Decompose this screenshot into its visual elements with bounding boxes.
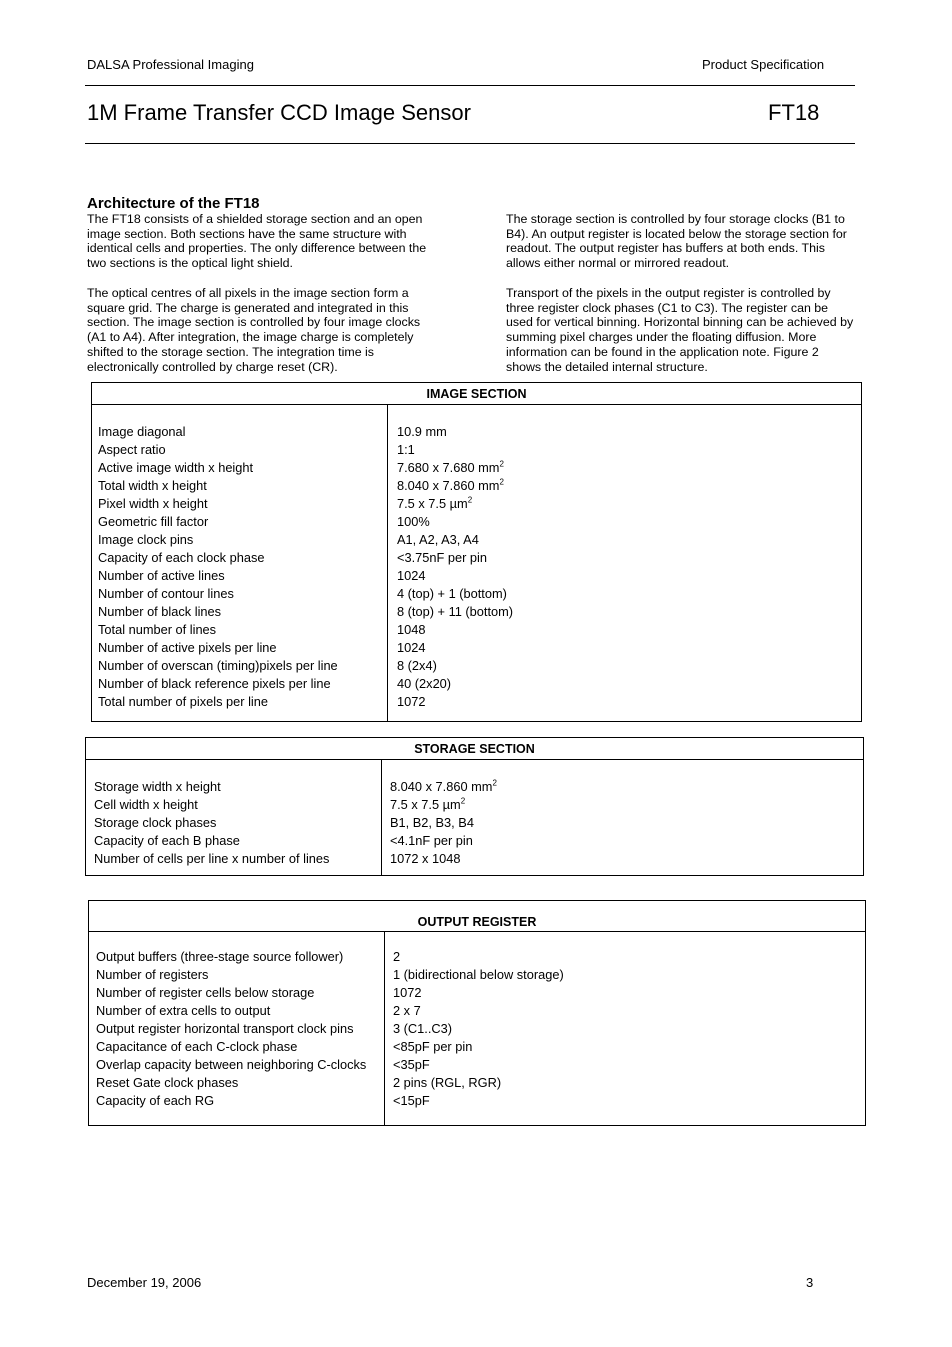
spec-label: Number of register cells below storage [96, 985, 315, 1000]
spec-value: 8 (top) + 11 (bottom) [397, 604, 514, 619]
output-register-values [385, 932, 865, 1110]
spec-value: A1, A2, A3, A4 [397, 532, 479, 547]
spec-value: 1072 x 1048 [390, 851, 461, 866]
image-section-labels [92, 405, 387, 711]
spec-value: 1:1 [397, 442, 415, 457]
image-section-values [388, 405, 861, 711]
spec-label: Pixel width x height [98, 496, 208, 511]
spec-value: 2 [393, 949, 401, 964]
spec-label: Storage width x height [94, 779, 221, 794]
spec-label: Number of black reference pixels per line [98, 676, 331, 691]
image-section-title: IMAGE SECTION [92, 383, 862, 405]
document-type: Product Specification [702, 57, 825, 72]
architecture-right-paragraph-1: The storage section is controlled by four storage clocks (B1 to B4). An output register is located below the storage section for readout. The output register has buffers at both ends. This allows either normal or mirrored readout. [506, 212, 847, 271]
superscript: 2 [492, 778, 497, 788]
spec-value: 7.5 x 7.5 µm$^2$ [390, 796, 466, 812]
spec-label: Aspect ratio [98, 442, 166, 457]
architecture-heading: Architecture of the FT18 [87, 195, 260, 212]
spec-value: <15pF [393, 1093, 430, 1108]
spec-value: 1024 [397, 568, 426, 583]
spec-label: Storage clock phases [94, 815, 217, 830]
storage-section-labels [86, 760, 381, 868]
spec-value: 1072 [393, 985, 422, 1000]
product-code: FT18 [768, 100, 820, 125]
output-register-labels [89, 932, 384, 1110]
document-title: 1M Frame Transfer CCD Image Sensor [87, 100, 471, 125]
spec-label: Number of black lines [98, 604, 222, 619]
spec-value: 10.9 mm [397, 424, 447, 439]
spec-value: 40 (2x20) [397, 676, 452, 691]
spec-label: Capacity of each clock phase [98, 550, 265, 565]
spec-value: 1048 [397, 622, 426, 637]
spec-value: B1, B2, B3, B4 [390, 815, 474, 830]
spec-label: Number of contour lines [98, 586, 234, 601]
spec-value: 8 (2x4) [397, 658, 437, 673]
architecture-left-paragraph-2: The optical centres of all pixels in the image section form a square grid. The charge is generated and integrated in this section. The image section is controlled by four image clocks (A1 to A4). After integration, the image charge is completely shifted to the storage section. The integration time is electronically controlled by charge reset (CR). [87, 286, 421, 374]
footer-date: December 19, 2006 [87, 1275, 202, 1290]
spec-value: 4 (top) + 1 (bottom) [397, 586, 507, 601]
spec-value: 8.040 x 7.860 $mm^2$ [397, 477, 504, 493]
spec-label: Output buffers (three-stage source follower) [96, 949, 344, 964]
spec-value: <35pF [393, 1057, 430, 1072]
architecture-left-paragraph-1: The FT18 consists of a shielded storage section and an open image section. Both sections have the same structure with identical cells and properties. The only difference between the two sections is the optical light shield. [87, 212, 427, 271]
output-register-table [88, 900, 866, 1126]
header-rule-top [85, 85, 855, 86]
spec-label: Number of extra cells to output [96, 1003, 271, 1018]
spec-label: Total width x height [98, 478, 207, 493]
superscript: 2 [499, 477, 504, 487]
spec-label: Overlap capacity between neighboring C-clocks [96, 1057, 367, 1072]
page-number: 3 [806, 1275, 814, 1290]
spec-label: Geometric fill factor [98, 514, 209, 529]
spec-label: Number of active pixels per line [98, 640, 277, 655]
storage-section-values [382, 760, 863, 868]
spec-value: 1 (bidirectional below storage) [393, 967, 564, 982]
spec-label: Number of overscan (timing)pixels per line [98, 658, 338, 673]
spec-value: 8.040 x 7.860 $mm^2$ [390, 778, 497, 794]
superscript: 2 [467, 495, 473, 505]
header-rule-bottom [85, 143, 855, 144]
storage-section-title: STORAGE SECTION [86, 738, 864, 760]
spec-label: Number of active lines [98, 568, 225, 583]
spec-value: 1024 [397, 640, 426, 655]
spec-value: 7.5 x 7.5 µm$^2$ [397, 495, 473, 511]
spec-label: Capacity of each RG [96, 1093, 215, 1108]
spec-value: 2 pins (RGL, RGR) [393, 1075, 502, 1090]
spec-label: Total number of pixels per line [98, 694, 269, 709]
spec-label: Total number of lines [98, 622, 217, 637]
spec-value: 1072 [397, 694, 426, 709]
architecture-right-paragraph-2: Transport of the pixels in the output register is controlled by three register clock phases (C1 to C3). The register can be used for vertical binning. Horizontal binning can be achieved by summing pixel charges under the floating diffusion. More information can be found in the application note. Figure 2 shows the detailed internal structure. [506, 286, 854, 374]
output-register-title: OUTPUT REGISTER [89, 901, 866, 932]
spec-label: Cell width x height [94, 797, 198, 812]
spec-value: 100% [397, 514, 430, 529]
superscript: 2 [460, 796, 466, 806]
superscript: 2 [499, 459, 504, 469]
spec-value: <4.1nF per pin [390, 833, 473, 848]
storage-section-table [85, 737, 864, 876]
spec-value: 2 x 7 [393, 1003, 421, 1018]
spec-label: Image clock pins [98, 532, 194, 547]
spec-value: 7.680 x 7.680 $mm^2$ [397, 459, 504, 475]
spec-value: <3.75nF per pin [397, 550, 487, 565]
spec-label: Number of cells per line x number of lines [94, 851, 330, 866]
spec-value: 3 (C1..C3) [393, 1021, 453, 1036]
spec-label: Output register horizontal transport clock pins [96, 1021, 354, 1036]
spec-label: Capacity of each B phase [94, 833, 240, 848]
spec-label: Reset Gate clock phases [96, 1075, 239, 1090]
spec-label: Capacitance of each C-clock phase [96, 1039, 298, 1054]
spec-label: Active image width x height [98, 460, 254, 475]
spec-label: Number of registers [96, 967, 209, 982]
image-section-table [91, 382, 862, 722]
spec-value: <85pF per pin [393, 1039, 473, 1054]
company-name: DALSA Professional Imaging [87, 57, 254, 72]
spec-label: Image diagonal [98, 424, 186, 439]
